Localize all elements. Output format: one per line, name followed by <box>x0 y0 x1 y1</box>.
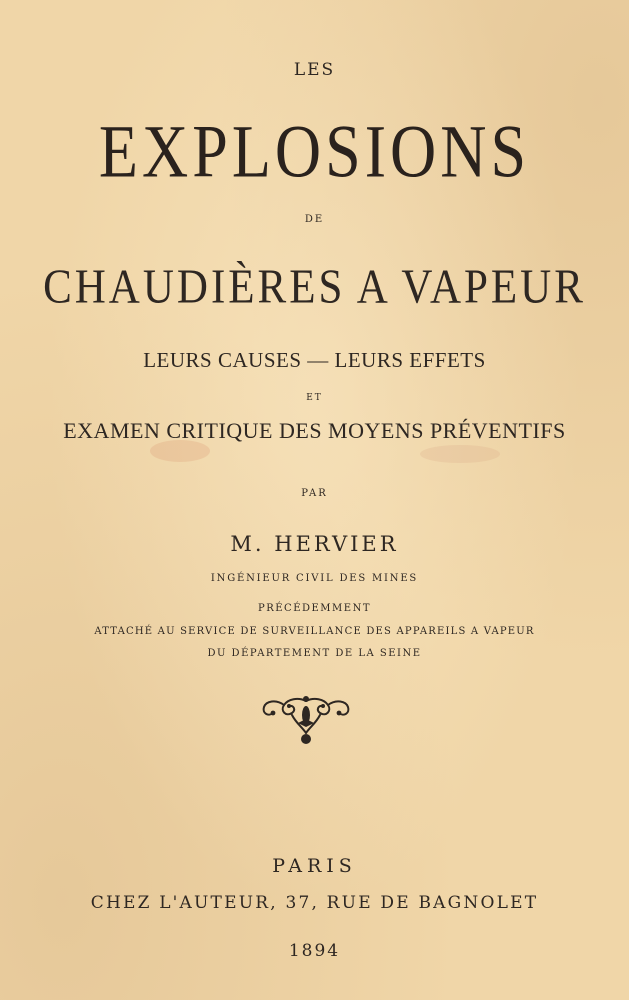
subtitle-conjunction: ET <box>306 393 323 403</box>
author-name: M. HERVIER <box>230 532 399 556</box>
title-article: LES <box>293 60 336 80</box>
publication-year: 1894 <box>288 941 341 961</box>
subtitle-causes: LEURS CAUSES — LEURS EFFETS <box>143 348 486 372</box>
main-title: EXPLOSIONS <box>98 109 531 193</box>
subject-title: CHAUDIÈRES A VAPEUR <box>43 261 586 314</box>
author-credential: DU DÉPARTEMENT DE LA SEINE <box>207 648 422 659</box>
fleuron-ornament-icon <box>258 693 354 749</box>
author-credential: PRÉCÉDEMMENT <box>257 603 372 614</box>
publisher-line: CHEZ L'AUTEUR, 37, RUE DE BAGNOLET <box>90 893 539 913</box>
subtitle-examen: EXAMEN CRITIQUE DES MOYENS PRÉVENTIFS <box>63 418 566 443</box>
publication-city: PARIS <box>272 855 357 877</box>
author-credential: INGÉNIEUR CIVIL DES MINES <box>210 573 419 584</box>
paper-stain <box>420 445 500 463</box>
by-line: PAR <box>301 488 328 499</box>
title-preposition: DE <box>304 214 325 225</box>
author-credential: ATTACHÉ AU SERVICE DE SURVEILLANCE DES APPAREILS A VAPEUR <box>94 626 535 637</box>
